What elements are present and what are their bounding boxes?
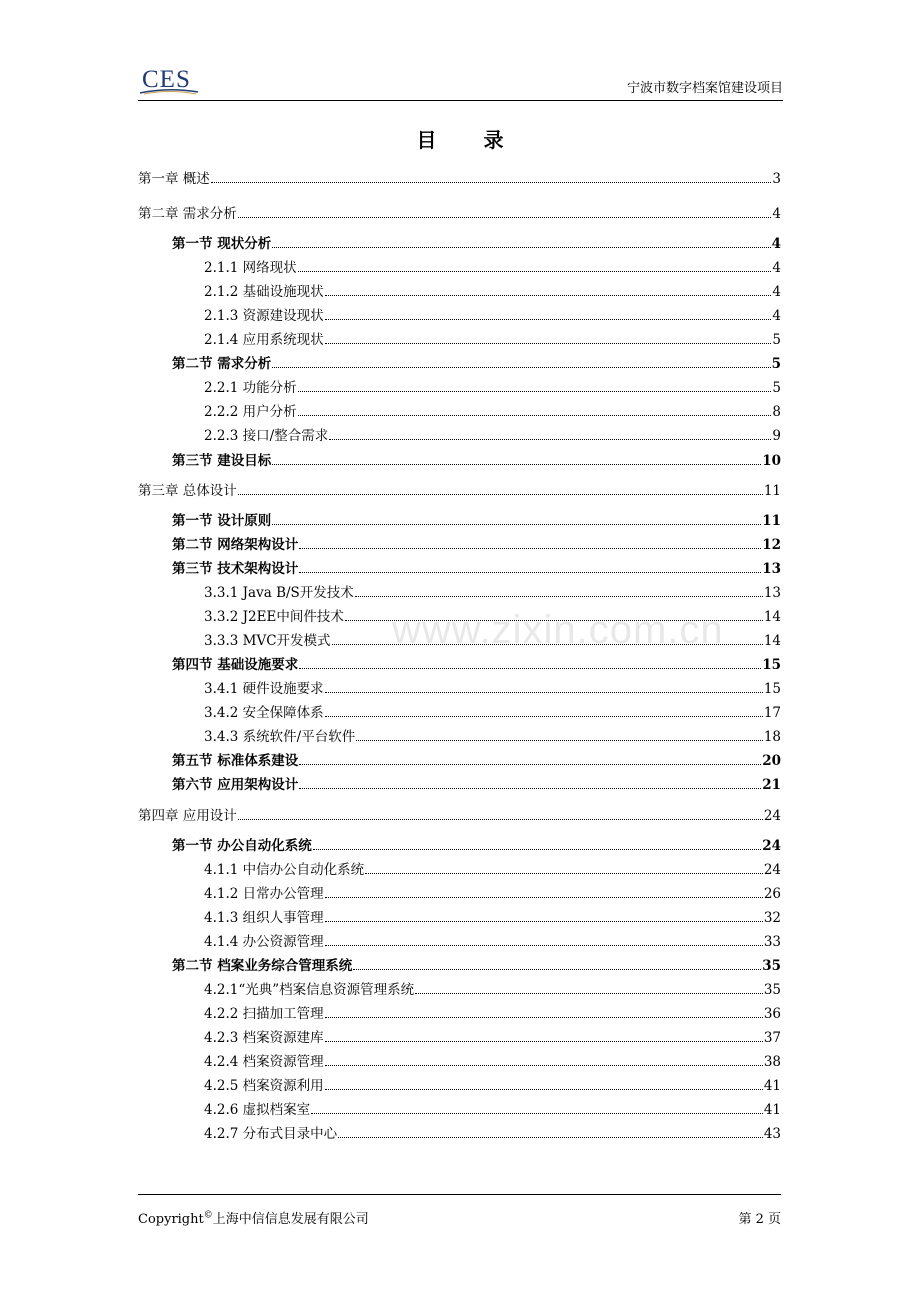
toc-dot-leader [299,787,761,789]
toc-dot-leader [353,968,761,970]
toc-dot-leader [329,438,771,440]
toc-dot-leader [272,366,770,368]
toc-dot-leader [325,944,763,946]
toc-title: 目 录 [416,128,524,152]
copyright-word: Copyright [138,1212,204,1227]
toc-dot-leader [325,1088,763,1090]
toc-entry-title: 3.4.3 系统软件/平台软件 [204,729,356,745]
toc-entry[interactable] [172,535,781,555]
copyright-symbol: © [203,1210,213,1221]
toc-entry-page: 35 [763,982,781,998]
toc-entry[interactable] [204,703,781,723]
toc-entry[interactable] [204,378,781,398]
toc-entry-page: 33 [763,934,781,950]
toc-entry[interactable] [204,330,781,350]
toc-entry-title: 第四章 应用设计 [138,808,237,824]
toc-entry-title: 4.2.5 档案资源利用 [204,1078,324,1094]
toc-dot-leader [365,872,763,874]
toc-entry[interactable] [204,402,781,422]
toc-dot-leader [356,739,763,741]
toc-entry-title: 第一节 办公自动化系统 [172,838,312,854]
toc-entry-title: 4.1.3 组织人事管理 [204,910,324,926]
ces-logo: CES [142,66,191,93]
toc-dot-leader [325,318,772,320]
toc-entry[interactable] [204,426,781,446]
logo-swoosh-icon [138,87,200,95]
toc-entry-page: 14 [763,633,781,649]
toc-dot-leader [313,848,762,850]
toc-dot-leader [325,1016,763,1018]
toc-dot-leader [415,992,763,994]
toc-entry[interactable] [204,727,781,747]
toc-dot-leader [299,571,761,573]
toc-entry-page: 4 [772,308,781,324]
toc-entry-page: 24 [762,838,781,854]
toc-entry[interactable] [204,932,781,952]
toc-entry-page: 24 [763,808,781,824]
project-title: 宁波市数字档案馆建设项目 [626,81,783,96]
toc-dot-leader [325,342,772,344]
toc-entry-title: 第二节 网络架构设计 [172,537,299,553]
toc-entry[interactable] [204,884,781,904]
toc-entry[interactable] [172,775,781,795]
page-number: 第 2 页 [738,1212,781,1227]
toc-dot-leader [338,1136,763,1138]
toc-entry[interactable] [138,481,781,501]
toc-entry-title: 4.2.6 虚拟档案室 [204,1102,311,1118]
toc-entry[interactable] [138,806,781,826]
toc-entry[interactable] [138,169,781,189]
toc-entry[interactable] [172,354,781,374]
toc-entry-page: 4 [772,206,781,222]
toc-entry-title: 4.1.4 办公资源管理 [204,934,324,950]
toc-entry-title: 4.2.7 分布式目录中心 [204,1126,338,1142]
toc-entry-title: 2.2.3 接口/整合需求 [204,428,329,444]
toc-dot-leader [299,547,761,549]
toc-dot-leader [311,1112,763,1114]
toc-entry-page: 26 [763,886,781,902]
toc-entry[interactable] [138,204,781,224]
toc-entry-page: 13 [763,585,781,601]
toc-entry-title: 3.4.2 安全保障体系 [204,705,324,721]
toc-dot-leader [325,896,763,898]
toc-entry-title: 3.3.1 Java B/S开发技术 [204,585,354,601]
toc-dot-leader [299,763,761,765]
toc-entry-page: 21 [762,777,781,793]
toc-entry[interactable] [204,282,781,302]
toc-entry-page: 17 [763,705,781,721]
toc-entry-title: 4.2.4 档案资源管理 [204,1054,324,1070]
toc-entry[interactable] [204,679,781,699]
toc-entry[interactable] [204,1076,781,1096]
footer-divider [138,1194,781,1195]
toc-entry-title: 3.3.3 MVC开发模式 [204,633,331,649]
toc-entry-title: 第一节 设计原则 [172,513,272,529]
toc-entry-title: 第一节 现状分析 [172,236,272,252]
toc-entry[interactable] [172,655,781,675]
toc-entry[interactable] [172,836,781,856]
toc-entry[interactable] [172,559,781,579]
toc-entry-title: 2.1.3 资源建设现状 [204,308,324,324]
toc-entry-title: 第三章 总体设计 [138,483,237,499]
toc-entry-title: 第三节 建设目标 [172,453,272,469]
toc-entry-page: 11 [762,513,781,529]
toc-entry-title: 4.1.2 日常办公管理 [204,886,324,902]
toc-dot-leader [272,246,770,248]
toc-dot-leader [325,1040,763,1042]
toc-dot-leader [355,595,763,597]
toc-dot-leader [332,643,763,645]
toc-entry-page: 24 [763,862,781,878]
toc-entry-page: 15 [763,681,781,697]
toc-entry[interactable] [204,583,781,603]
toc-entry-page: 20 [762,753,781,769]
toc-entry-title: 2.1.2 基础设施现状 [204,284,324,300]
toc-dot-leader [238,818,763,820]
toc-entry[interactable] [204,1100,781,1120]
toc-dot-leader [238,216,772,218]
toc-entry-page: 36 [763,1006,781,1022]
watermark: www.zixin.com.cn [392,608,724,652]
toc-entry[interactable] [204,607,781,627]
toc-entry-title: 4.2.3 档案资源建库 [204,1030,324,1046]
toc-entry[interactable] [172,451,781,471]
toc-entry[interactable] [204,258,781,278]
toc-dot-leader [325,715,763,717]
toc-entry-page: 43 [763,1126,781,1142]
toc-entry-page: 14 [763,609,781,625]
toc-entry-page: 13 [762,561,781,577]
toc-entry-title: 2.1.1 网络现状 [204,260,297,276]
toc-entry-title: 第二章 需求分析 [138,206,237,222]
toc-entry-title: 第五节 标准体系建设 [172,753,299,769]
toc-entry-title: 4.2.2 扫描加工管理 [204,1006,324,1022]
toc-dot-leader [299,667,761,669]
toc-entry-title: 2.1.4 应用系统现状 [204,332,324,348]
toc-entry-page: 5 [772,380,781,396]
toc-entry-page: 15 [762,657,781,673]
toc-entry-title: 3.4.1 硬件设施要求 [204,681,324,697]
toc-entry-page: 3 [772,171,781,187]
toc-entry[interactable] [172,956,781,976]
toc-dot-leader [272,523,761,525]
toc-entry-page: 41 [763,1102,781,1118]
toc-dot-leader [211,181,772,183]
toc-dot-leader [298,414,772,416]
toc-entry-page: 12 [762,537,781,553]
toc-entry-page: 32 [763,910,781,926]
toc-entry-title: 4.2.1“光典”档案信息资源管理系统 [204,982,415,998]
toc-entry-title: 第四节 基础设施要求 [172,657,299,673]
toc-entry[interactable] [204,1028,781,1048]
toc-dot-leader [298,390,772,392]
toc-entry-page: 11 [763,483,781,499]
toc-entry[interactable] [204,631,781,651]
toc-entry-page: 35 [762,958,781,974]
toc-entry[interactable] [172,234,781,254]
footer-copyright [138,1208,369,1227]
toc-entry[interactable] [204,1004,781,1024]
toc-entry-page: 5 [771,356,781,372]
toc-entry-page: 4 [772,284,781,300]
toc-entry-title: 第三节 技术架构设计 [172,561,299,577]
toc-entry-title: 2.2.1 功能分析 [204,380,297,396]
toc-entry-title: 第二节 需求分析 [172,356,272,372]
toc-entry-title: 第二节 档案业务综合管理系统 [172,958,353,974]
toc-entry-title: 2.2.2 用户分析 [204,404,297,420]
toc-entry[interactable] [204,1124,781,1144]
toc-dot-leader [325,1064,763,1066]
toc-entry-title: 4.1.1 中信办公自动化系统 [204,862,365,878]
toc-entry[interactable] [204,1052,781,1072]
toc-entry-page: 37 [763,1030,781,1046]
toc-entry-page: 5 [772,332,781,348]
toc-entry[interactable] [204,860,781,880]
toc-entry[interactable] [204,306,781,326]
company-name: 上海中信信息发展有限公司 [212,1212,369,1227]
toc-entry[interactable] [172,511,781,531]
toc-entry-title: 第六节 应用架构设计 [172,777,299,793]
page-header [138,64,783,101]
toc-entry-title: 第一章 概述 [138,171,210,187]
toc-dot-leader [272,463,761,465]
toc-dot-leader [298,270,772,272]
toc-dot-leader [325,294,772,296]
toc-dot-leader [325,691,763,693]
toc-dot-leader [238,493,763,495]
toc-entry[interactable] [172,751,781,771]
toc-entry-page: 4 [772,260,781,276]
toc-entry-page: 41 [763,1078,781,1094]
toc-entry-page: 8 [772,404,781,420]
toc-entry-page: 18 [763,729,781,745]
toc-entry-title: 3.3.2 J2EE中间件技术 [204,609,344,625]
toc-dot-leader [325,920,763,922]
toc-entry[interactable] [204,908,781,928]
toc-entry[interactable] [204,980,781,1000]
toc-dot-leader [345,619,763,621]
toc-entry-page: 10 [762,453,781,469]
toc-entry-page: 38 [763,1054,781,1070]
toc-entry-page: 4 [771,236,781,252]
toc-entry-page: 9 [772,428,781,444]
